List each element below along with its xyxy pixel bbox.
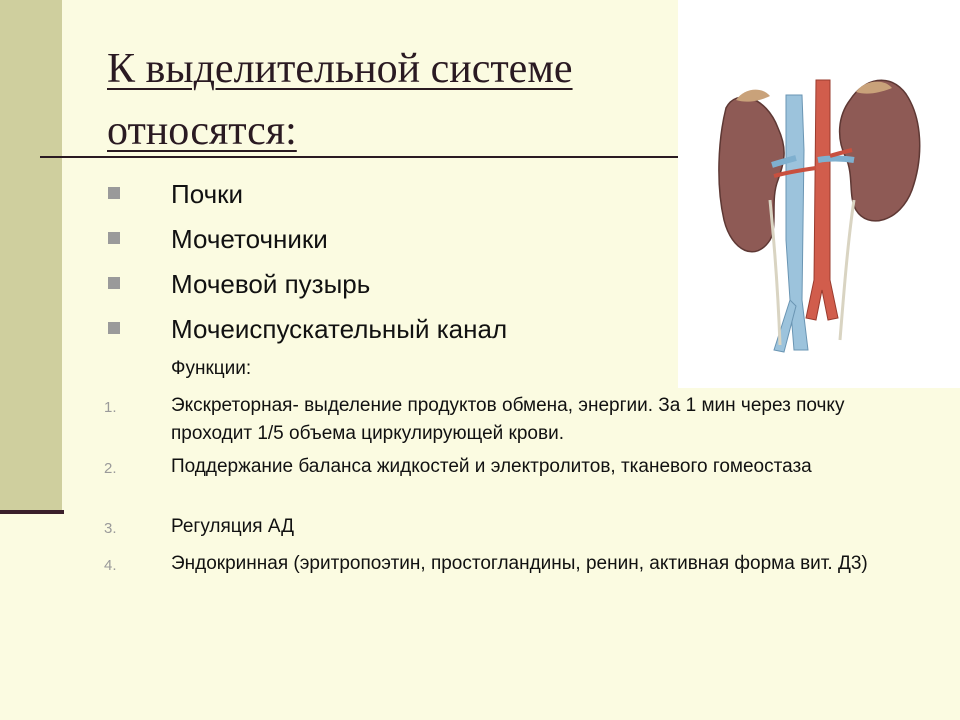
right-renal-vein: [818, 159, 854, 161]
decorative-side-line: [0, 510, 64, 514]
decorative-side-bar: [0, 0, 62, 512]
item-number: 1.: [104, 399, 117, 416]
kidney-anatomy-image: [678, 0, 960, 388]
function-text: Эндокринная (эритропоэтин, простогландины, ренин, активная форма вит. Д3): [171, 553, 868, 574]
functions-list: [104, 392, 904, 610]
list-item-text: Мочевой пузырь: [171, 269, 371, 299]
function-item: [104, 453, 904, 513]
function-item: [104, 392, 904, 453]
function-item: [104, 513, 904, 550]
function-text: Поддержание баланса жидкостей и электролитов, тканевого гомеостаза: [171, 456, 812, 477]
left-ureter: [770, 200, 780, 345]
function-text: Регуляция АД: [171, 516, 295, 537]
list-item-text: Мочеточники: [171, 224, 328, 254]
list-item-text: Почки: [171, 179, 244, 209]
item-number: 2.: [104, 460, 117, 477]
square-bullet-icon: [108, 277, 120, 289]
title-divider: [40, 156, 680, 158]
square-bullet-icon: [108, 187, 120, 199]
kidney-illustration: [678, 0, 960, 388]
left-adrenal: [736, 90, 770, 102]
item-number: 3.: [104, 520, 117, 537]
aorta: [806, 80, 838, 320]
slide-title: К выделительной системе относятся:: [107, 46, 573, 154]
function-text: Экскреторная- выделение продуктов обмена, энергии. За 1 мин через почку проходит 1/5 объема циркулирующей крови.: [171, 395, 845, 444]
item-number: 4.: [104, 557, 117, 574]
right-ureter: [840, 200, 854, 340]
square-bullet-icon: [108, 322, 120, 334]
function-item: [104, 550, 904, 610]
functions-heading: Функции:: [171, 358, 252, 379]
square-bullet-icon: [108, 232, 120, 244]
list-item-text: Мочеиспускательный канал: [171, 314, 508, 344]
